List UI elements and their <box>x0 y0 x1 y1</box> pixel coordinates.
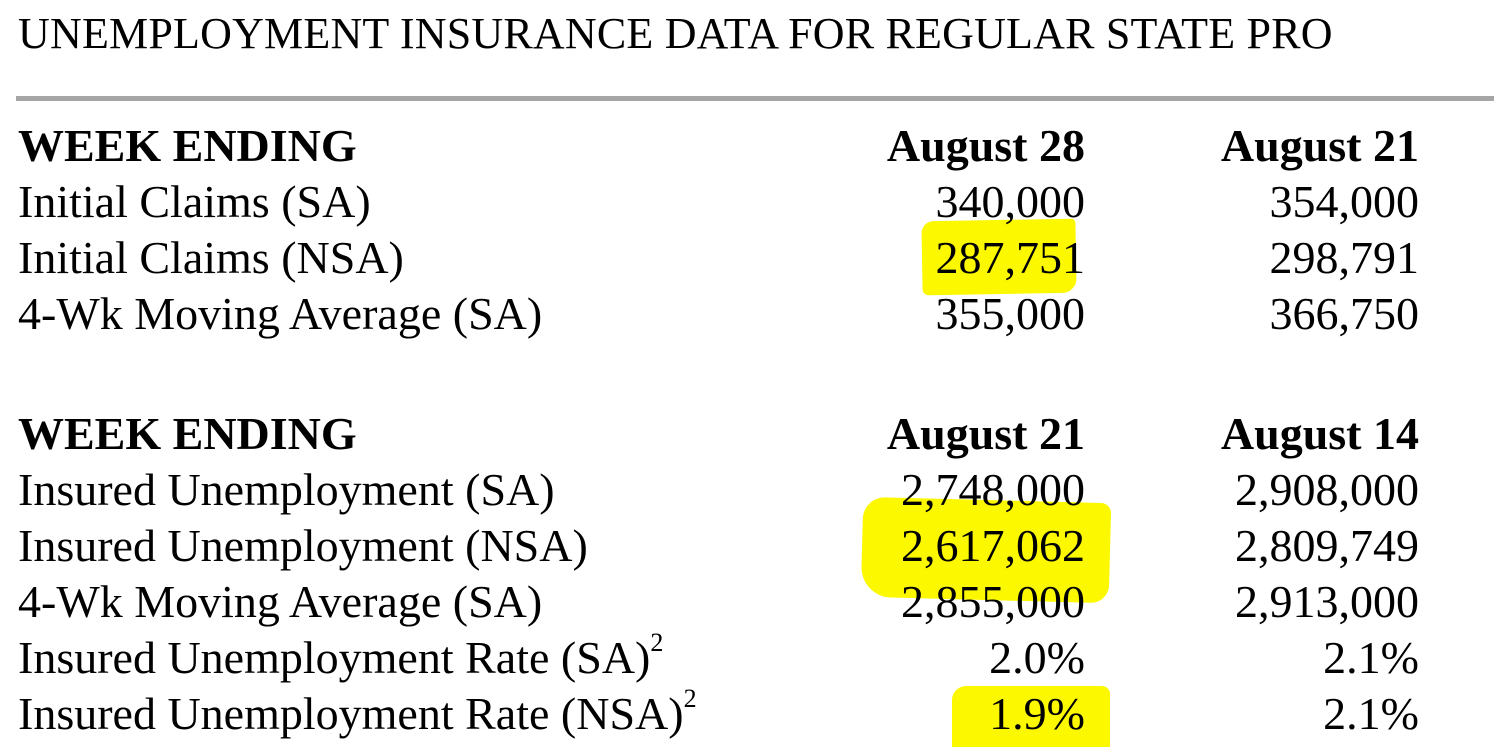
section-header <box>0 118 1494 174</box>
section-header <box>0 406 1494 462</box>
table-row <box>0 518 1494 574</box>
row-value-col2: 2,809,749 <box>1235 520 1419 571</box>
row-label: Insured Unemployment Rate (SA) <box>18 632 651 683</box>
header-col1: August 28 <box>886 120 1085 171</box>
row-label-with-footnote <box>18 627 664 686</box>
row-label: Insured Unemployment (NSA) <box>18 520 588 571</box>
row-label: 4-Wk Moving Average (SA) <box>18 576 543 627</box>
header-col1: August 21 <box>886 408 1085 459</box>
row-label: 4-Wk Moving Average (SA) <box>18 288 543 339</box>
row-value-col2: 2,913,000 <box>1235 576 1419 627</box>
header-col2: August 14 <box>1220 408 1419 459</box>
row-label: Initial Claims (NSA) <box>18 232 404 283</box>
row-value-col1: 355,000 <box>935 288 1085 339</box>
row-value-col1: 1.9% <box>989 688 1085 739</box>
row-value-col2: 366,750 <box>1269 288 1419 339</box>
table-row <box>0 286 1494 342</box>
row-value-col2: 2.1% <box>1323 688 1419 739</box>
header-col2: August 21 <box>1220 120 1419 171</box>
table-row <box>0 230 1494 286</box>
row-label: Insured Unemployment (SA) <box>18 464 555 515</box>
row-value-col2: 298,791 <box>1269 232 1419 283</box>
section-insured-unemployment <box>0 406 1494 742</box>
header-label: WEEK ENDING <box>18 120 357 171</box>
row-label-with-footnote <box>18 683 697 742</box>
row-value-col1: 2,617,062 <box>901 520 1085 571</box>
row-value-col1: 2,855,000 <box>901 576 1085 627</box>
footnote-marker: 2 <box>650 627 664 657</box>
table-row <box>0 174 1494 230</box>
footnote-marker: 2 <box>683 683 697 713</box>
page-title: UNEMPLOYMENT INSURANCE DATA FOR REGULAR STATE PRO <box>18 9 1333 58</box>
row-label: Insured Unemployment Rate (NSA) <box>18 688 684 739</box>
row-value-col1: 340,000 <box>935 176 1085 227</box>
table-row <box>0 683 1494 742</box>
row-value-col1: 2,748,000 <box>901 464 1085 515</box>
row-value-col2: 2.1% <box>1323 632 1419 683</box>
row-value-col1: 287,751 <box>935 232 1085 283</box>
title-divider <box>16 96 1494 101</box>
table-row <box>0 574 1494 630</box>
row-label: Initial Claims (SA) <box>18 176 371 227</box>
table-row <box>0 462 1494 518</box>
row-value-col2: 2,908,000 <box>1235 464 1419 515</box>
table-row <box>0 627 1494 686</box>
section-initial-claims <box>0 118 1494 342</box>
row-value-col2: 354,000 <box>1269 176 1419 227</box>
header-label: WEEK ENDING <box>18 408 357 459</box>
row-value-col1: 2.0% <box>989 632 1085 683</box>
